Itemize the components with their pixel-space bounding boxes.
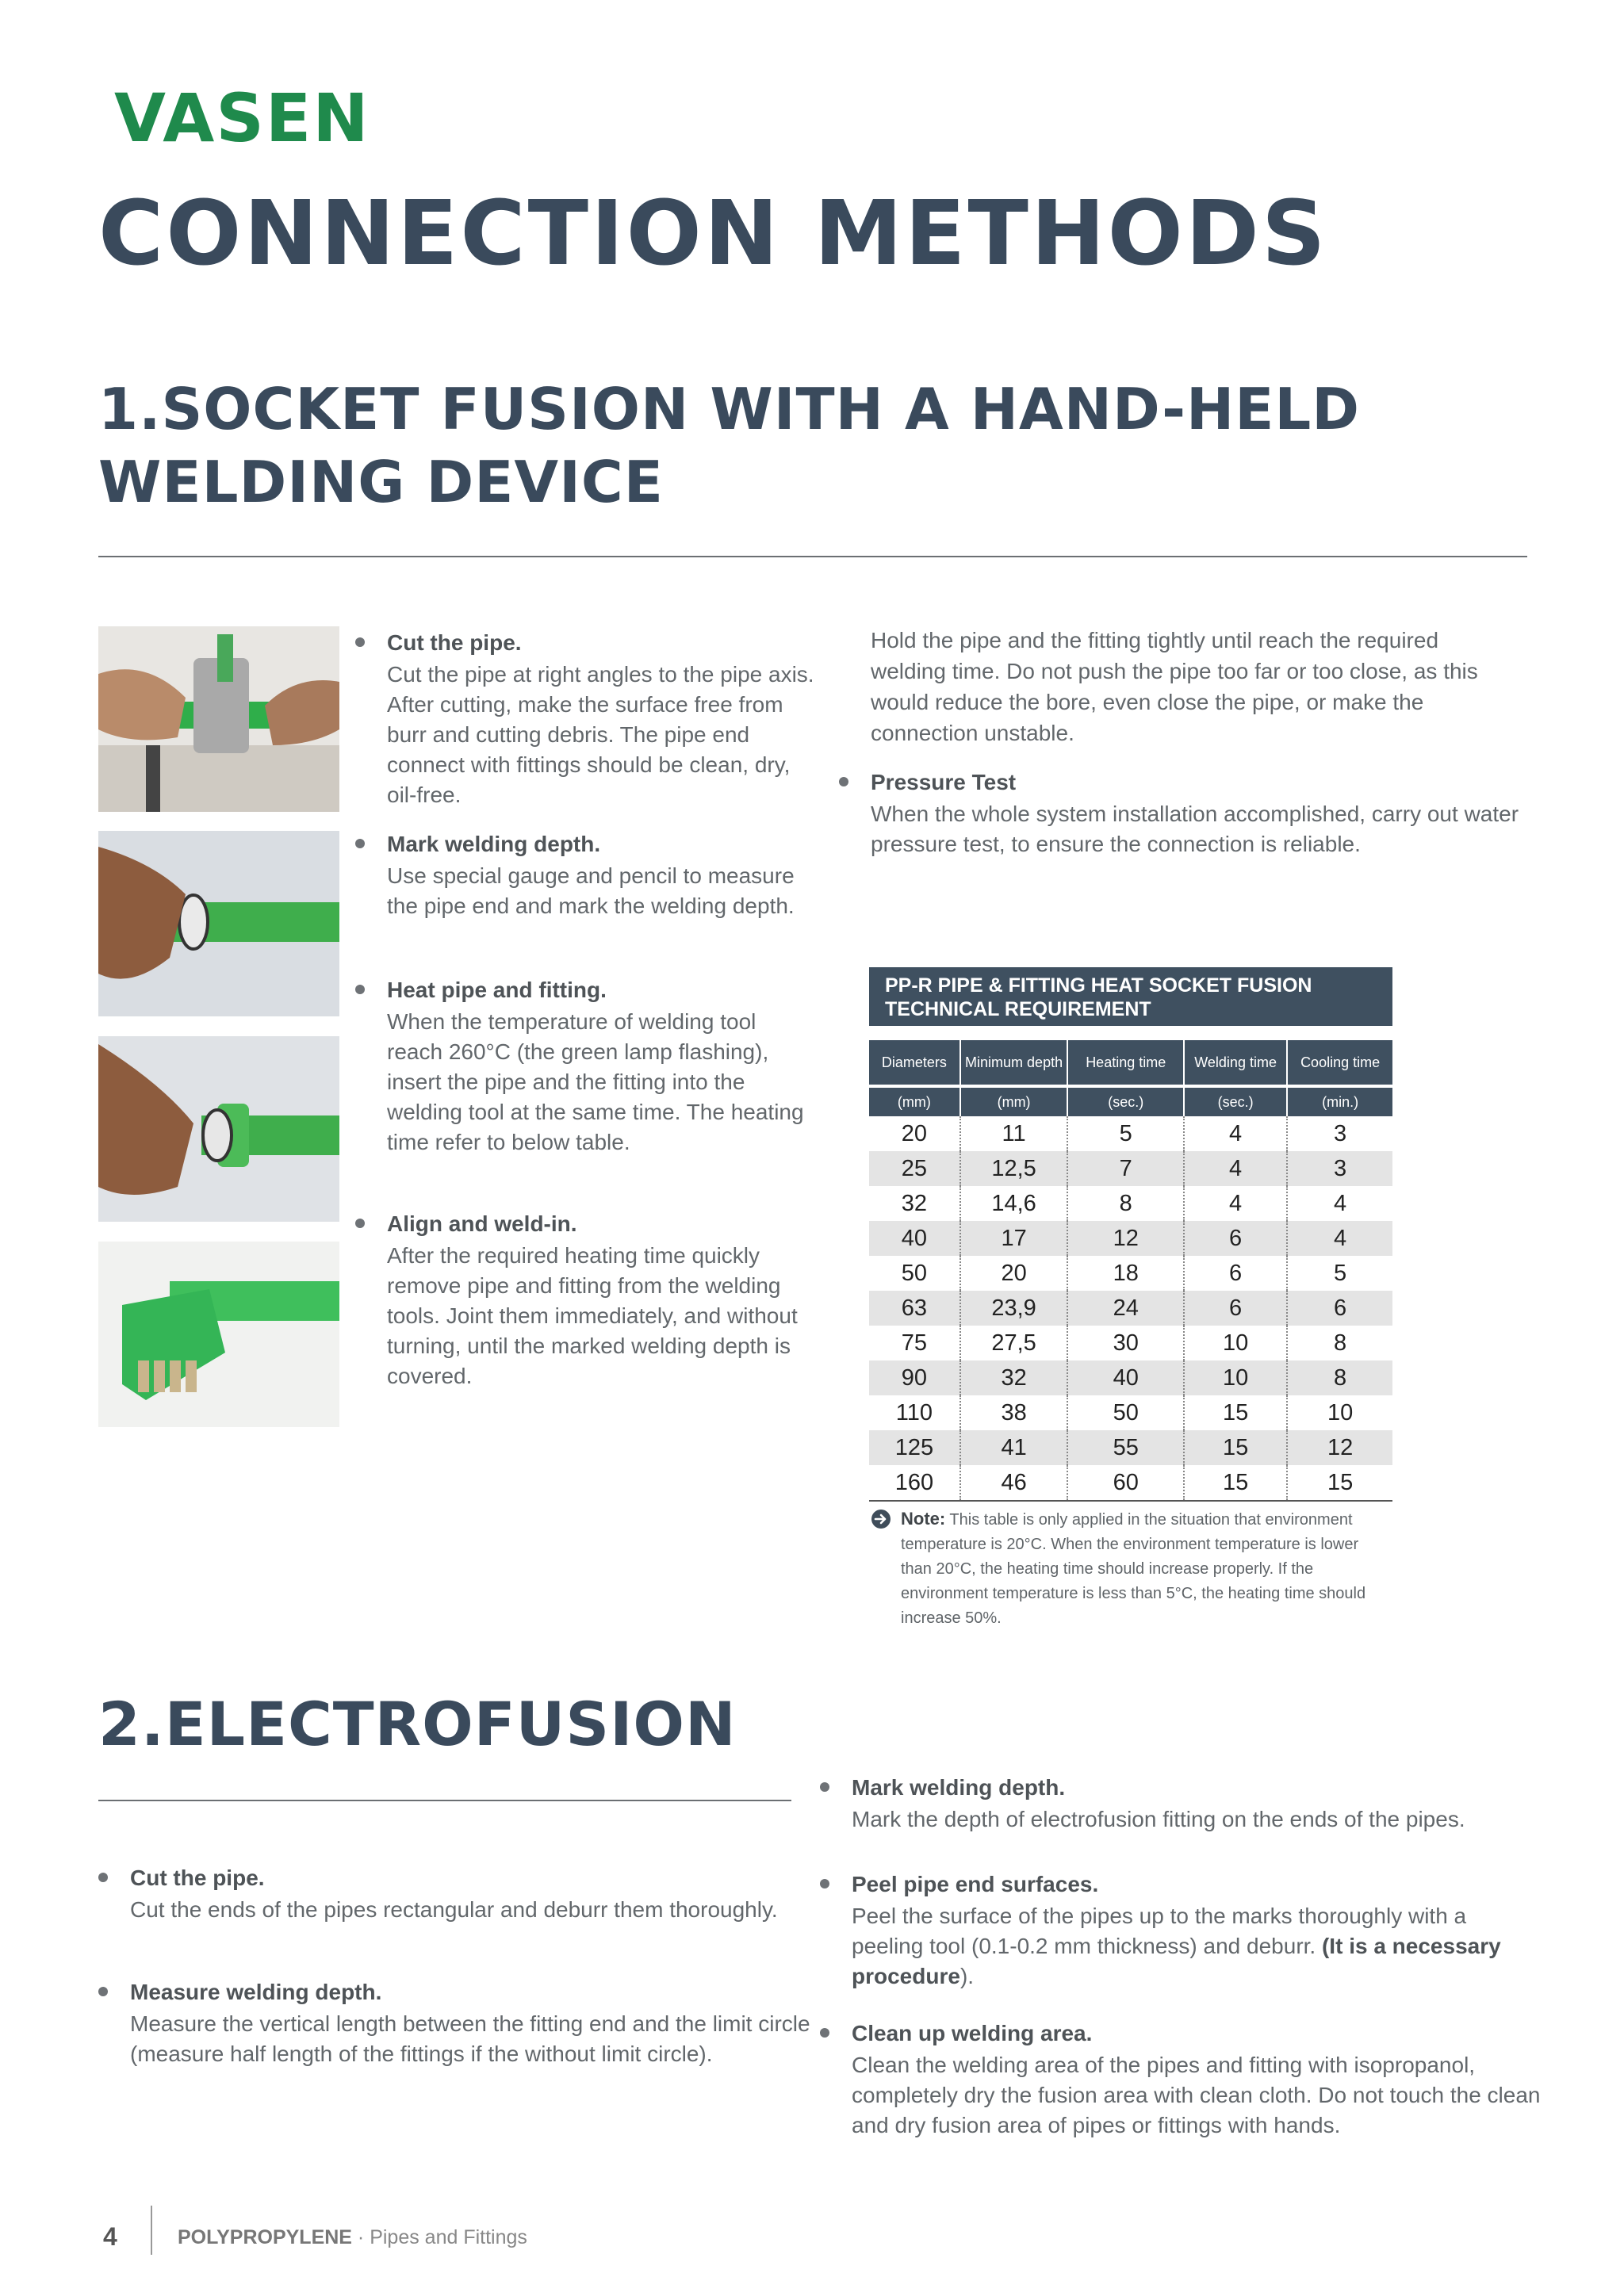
fusion-spec-table bbox=[869, 1040, 1392, 1502]
table-cell: 15 bbox=[1184, 1395, 1287, 1430]
table-cell: 32 bbox=[960, 1360, 1068, 1395]
table-cell: 23,9 bbox=[960, 1291, 1068, 1326]
table-cell: 41 bbox=[960, 1430, 1068, 1465]
table-cell: 27,5 bbox=[960, 1326, 1068, 1360]
step-heading: Peel pipe end surfaces. bbox=[852, 1872, 1099, 1896]
step-body-emphasis: (It is a necessary procedure bbox=[852, 1934, 1501, 1988]
table-cell: 15 bbox=[1287, 1465, 1392, 1501]
footer-divider bbox=[151, 2206, 152, 2255]
step-body: Mark the depth of electrofusion fitting on the ends of the pipes. bbox=[852, 1807, 1465, 1831]
step-body-text: Peel the surface of the pipes up to the marks thoroughly with a peeling tool (0.1-0.2 mm thickness) and deburr. bbox=[852, 1904, 1467, 1958]
bullet-dot bbox=[820, 2028, 829, 2038]
photo-mark-depth bbox=[98, 831, 339, 1016]
table-cell: 12,5 bbox=[960, 1151, 1068, 1186]
table-cell: 8 bbox=[1287, 1326, 1392, 1360]
table-cell: 12 bbox=[1287, 1430, 1392, 1465]
table-cell: 75 bbox=[901, 1330, 928, 1356]
arrow-circle-icon bbox=[871, 1509, 891, 1529]
table-note bbox=[871, 1506, 1386, 1631]
table-cell: 10 bbox=[1287, 1395, 1392, 1430]
footer-subtitle: · Pipes and Fittings bbox=[351, 2226, 527, 2248]
table-cell: 15 bbox=[1184, 1430, 1287, 1465]
table-cell: 50 bbox=[1067, 1395, 1184, 1430]
photo-heat-pipe bbox=[98, 1036, 339, 1222]
table-cell: 55 bbox=[1067, 1430, 1184, 1465]
bullet-dot bbox=[98, 1987, 108, 1996]
table-cell: 32 bbox=[901, 1190, 928, 1216]
table-cell: 20 bbox=[901, 1120, 928, 1146]
bullet-dot bbox=[355, 985, 365, 994]
table-header-row bbox=[869, 1040, 1392, 1086]
step-body: Clean the welding area of the pipes and fitting with isopropanol, completely dry the fusion area with clean cloth. Do not touch the clean and dry fusion area of pipes or fittings with hands. bbox=[852, 2053, 1541, 2137]
table-cell: 3 bbox=[1287, 1116, 1392, 1151]
table-cell: 60 bbox=[1067, 1465, 1184, 1501]
step-heading: Clean up welding area. bbox=[852, 2021, 1093, 2045]
table-cell: 30 bbox=[1067, 1326, 1184, 1360]
hold-paragraph: Hold the pipe and the fitting tightly until reach the required welding time. Do not push the pipe too far or too close, as this would reduce the bore, even close the pipe, or make the connection unstable. bbox=[871, 628, 1478, 745]
bullet-dot bbox=[820, 1879, 829, 1888]
section1-divider bbox=[98, 556, 1527, 557]
table-title bbox=[869, 967, 1392, 1026]
electro-step-clean bbox=[820, 2019, 1542, 2141]
table-cell: 14,6 bbox=[960, 1186, 1068, 1221]
step-heading: Pressure Test bbox=[871, 770, 1017, 794]
step-body: After the required heating time quickly remove pipe and fitting from the welding tools. Joint them immediately, and without turning, until the marked welding depth is covered. bbox=[387, 1243, 798, 1388]
section1-title: 1.SOCKET FUSION WITH A HAND-HELD WELDING DEVICE bbox=[98, 376, 1361, 515]
col-header-welding: Welding time bbox=[1184, 1040, 1287, 1086]
table-cell: 8 bbox=[1287, 1360, 1392, 1395]
table-cell: 10 bbox=[1184, 1360, 1287, 1395]
col-header-heating: Heating time bbox=[1067, 1040, 1184, 1086]
table-row bbox=[869, 1465, 1392, 1501]
table-cell: 6 bbox=[1184, 1256, 1287, 1291]
table-cell: 10 bbox=[1184, 1326, 1287, 1360]
table-cell: 63 bbox=[869, 1291, 960, 1326]
step-cut-pipe bbox=[355, 628, 815, 810]
col-header-diameters: Diameters bbox=[869, 1040, 960, 1086]
table-cell: 7 bbox=[1067, 1151, 1184, 1186]
electro-step-measure-depth bbox=[98, 1977, 812, 2069]
step-body-tail: ). bbox=[959, 1964, 975, 1988]
table-units-row bbox=[869, 1086, 1392, 1116]
table-cell: 25 bbox=[869, 1151, 960, 1186]
step-heading: Cut the pipe. bbox=[387, 630, 522, 655]
electro-step-peel bbox=[820, 1869, 1542, 1992]
table-cell: 20 bbox=[960, 1256, 1068, 1291]
unit-cell: (min.) bbox=[1287, 1086, 1392, 1116]
note-label: Note: bbox=[901, 1509, 946, 1529]
table-cell: 6 bbox=[1287, 1291, 1392, 1326]
table-cell: 110 bbox=[895, 1399, 933, 1425]
table-cell: 4 bbox=[1287, 1221, 1392, 1256]
table-cell: 5 bbox=[1067, 1116, 1184, 1151]
step-body: Cut the ends of the pipes rectangular and deburr them thoroughly. bbox=[130, 1897, 778, 1922]
table-row bbox=[869, 1151, 1392, 1186]
table-cell: 4 bbox=[1287, 1186, 1392, 1221]
table-cell: 90 bbox=[869, 1360, 960, 1395]
table-cell: 17 bbox=[960, 1221, 1068, 1256]
table-cell: 40 bbox=[1067, 1360, 1184, 1395]
step-align-weld bbox=[355, 1209, 815, 1391]
table-cell: 46 bbox=[960, 1465, 1068, 1501]
unit-cell: (sec.) bbox=[1184, 1086, 1287, 1116]
col-header-min-depth: Minimum depth bbox=[960, 1040, 1068, 1086]
table-cell: 40 bbox=[869, 1221, 960, 1256]
table-cell: 5 bbox=[1287, 1256, 1392, 1291]
bullet-dot bbox=[355, 839, 365, 848]
table-cell: 12 bbox=[1067, 1221, 1184, 1256]
step-body: When the whole system installation accomplished, carry out water pressure test, to ensure the connection is reliable. bbox=[871, 802, 1519, 856]
table-cell: 38 bbox=[960, 1395, 1068, 1430]
table-row bbox=[869, 1395, 1392, 1430]
table-title-line1: PP-R PIPE & FITTING HEAT SOCKET FUSION bbox=[885, 974, 1312, 997]
table-cell: 4 bbox=[1184, 1186, 1287, 1221]
table-row bbox=[869, 1430, 1392, 1465]
step-body: Use special gauge and pencil to measure the pipe end and mark the welding depth. bbox=[387, 863, 795, 918]
step-heading: Mark welding depth. bbox=[387, 832, 601, 856]
table-cell: 4 bbox=[1184, 1116, 1287, 1151]
page-title: CONNECTION METHODS bbox=[98, 182, 1328, 285]
col-header-cooling: Cooling time bbox=[1287, 1040, 1392, 1086]
table-row bbox=[869, 1221, 1392, 1256]
photo-cut-pipe bbox=[98, 626, 339, 812]
photo-weld-fitting bbox=[98, 1242, 339, 1427]
section2-title: 2.ELECTROFUSION bbox=[98, 1689, 737, 1759]
brand-logo: VASEN bbox=[114, 79, 370, 157]
footer-brand: POLYPROPYLENE bbox=[178, 2226, 352, 2248]
page-number: 4 bbox=[103, 2222, 117, 2251]
step-heading: Cut the pipe. bbox=[130, 1866, 265, 1890]
note-text: This table is only applied in the situation that environment temperature is 20°C. When the environment temperature is lower than 20°C, the heating time should increase properly. If the environment temperature is less than 5°C, the heating time should increase 50%. bbox=[901, 1511, 1366, 1627]
table-row bbox=[869, 1326, 1392, 1360]
step-body bbox=[852, 1901, 1542, 1992]
step-heading: Heat pipe and fitting. bbox=[387, 978, 607, 1002]
bullet-dot bbox=[355, 1219, 365, 1228]
table-cell: 18 bbox=[1067, 1256, 1184, 1291]
bullet-dot bbox=[355, 637, 365, 647]
table-body bbox=[869, 1116, 1392, 1501]
table-cell: 6 bbox=[1184, 1291, 1287, 1326]
table-cell: 11 bbox=[960, 1116, 1068, 1151]
step-heading: Measure welding depth. bbox=[130, 1980, 382, 2004]
table-cell: 8 bbox=[1067, 1186, 1184, 1221]
step-body: Cut the pipe at right angles to the pipe axis. After cutting, make the surface free from burr and cutting debris. The pipe end connect with fittings should be clean, dry, oil-free. bbox=[387, 662, 814, 807]
table-cell: 4 bbox=[1184, 1151, 1287, 1186]
table-row bbox=[869, 1291, 1392, 1326]
step-mark-depth bbox=[355, 829, 815, 921]
bullet-dot bbox=[820, 1782, 829, 1792]
bullet-dot bbox=[98, 1873, 108, 1882]
step-heading: Align and weld-in. bbox=[387, 1211, 577, 1236]
table-cell: 160 bbox=[869, 1465, 960, 1501]
bullet-dot bbox=[839, 777, 848, 786]
step-heat-pipe bbox=[355, 975, 815, 1158]
table-cell: 6 bbox=[1184, 1221, 1287, 1256]
table-cell: 125 bbox=[869, 1430, 960, 1465]
section2-divider bbox=[98, 1800, 791, 1801]
unit-cell: (mm) bbox=[960, 1086, 1068, 1116]
electro-step-cut-pipe bbox=[98, 1863, 812, 1925]
step-body: Measure the vertical length between the fitting end and the limit circle (measure half length of the fittings if the without limit circle). bbox=[130, 2011, 810, 2066]
table-title-line2: TECHNICAL REQUIREMENT bbox=[885, 998, 1151, 1020]
unit-cell: (sec.) bbox=[1067, 1086, 1184, 1116]
table-cell: 3 bbox=[1287, 1151, 1392, 1186]
table-cell: 50 bbox=[901, 1260, 928, 1286]
table-row bbox=[869, 1256, 1392, 1291]
electro-step-mark-depth bbox=[820, 1773, 1542, 1835]
unit-cell: (mm) bbox=[869, 1086, 960, 1116]
step-body: When the temperature of welding tool reach 260°C (the green lamp flashing), insert the pipe and the fitting into the welding tool at the same time. The heating time refer to below table. bbox=[387, 1009, 804, 1154]
table-row bbox=[869, 1360, 1392, 1395]
table-row bbox=[869, 1186, 1392, 1221]
step-heading: Mark welding depth. bbox=[852, 1775, 1066, 1800]
table-cell: 24 bbox=[1067, 1291, 1184, 1326]
step-pressure-test bbox=[839, 767, 1537, 859]
table-cell: 15 bbox=[1184, 1465, 1287, 1501]
table-row bbox=[869, 1116, 1392, 1151]
footer-text bbox=[178, 2226, 527, 2249]
